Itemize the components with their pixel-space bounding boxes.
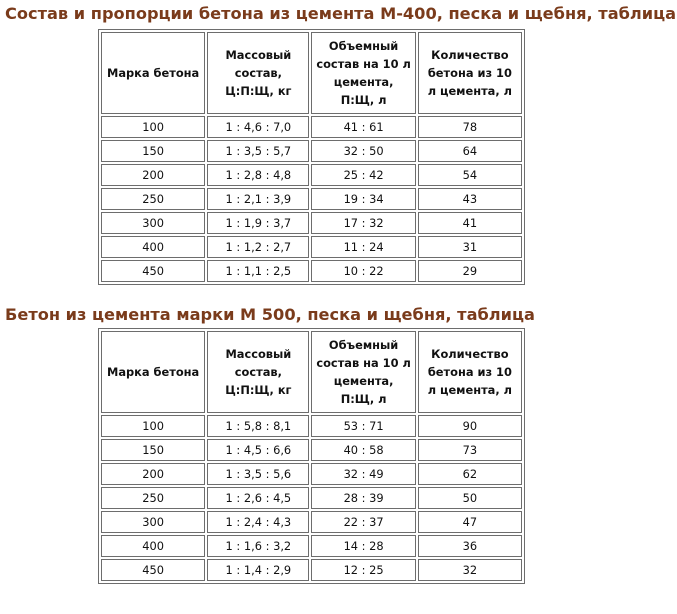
cell-yield: 43 [418, 188, 522, 210]
table-row [101, 164, 522, 186]
cell-grade: 300 [101, 212, 205, 234]
cell-grade: 200 [101, 164, 205, 186]
table-row [101, 260, 522, 282]
cell-volume-ratio: 19 : 34 [311, 188, 415, 210]
cell-volume-ratio: 32 : 50 [311, 140, 415, 162]
table-header-row [101, 32, 522, 114]
cell-volume-ratio: 22 : 37 [311, 511, 415, 533]
cell-grade: 150 [101, 439, 205, 461]
cell-grade: 250 [101, 487, 205, 509]
cell-mass-ratio: 1 : 3,5 : 5,6 [207, 463, 309, 485]
concrete-table-m400 [98, 29, 525, 285]
column-header-mass-ratio: Массовый состав, Ц:П:Щ, кг [207, 32, 309, 114]
column-header-mass-ratio: Массовый состав, Ц:П:Щ, кг [207, 331, 309, 413]
cell-yield: 50 [418, 487, 522, 509]
table-title-m400: Состав и пропорции бетона из цемента М-400, песка и щебня, таблица [5, 4, 677, 23]
cell-grade: 400 [101, 535, 205, 557]
table-header-row [101, 331, 522, 413]
cell-yield: 73 [418, 439, 522, 461]
table-title-m500: Бетон из цемента марки М 500, песка и щебня, таблица [5, 305, 535, 324]
cell-yield: 47 [418, 511, 522, 533]
cell-grade: 300 [101, 511, 205, 533]
cell-mass-ratio: 1 : 1,6 : 3,2 [207, 535, 309, 557]
table-row [101, 188, 522, 210]
cell-grade: 450 [101, 559, 205, 581]
cell-grade: 250 [101, 188, 205, 210]
cell-grade: 100 [101, 116, 205, 138]
column-header-grade: Марка бетона [101, 32, 205, 114]
cell-volume-ratio: 32 : 49 [311, 463, 415, 485]
cell-mass-ratio: 1 : 2,6 : 4,5 [207, 487, 309, 509]
table-row [101, 535, 522, 557]
table-row [101, 439, 522, 461]
cell-volume-ratio: 53 : 71 [311, 415, 415, 437]
cell-mass-ratio: 1 : 4,5 : 6,6 [207, 439, 309, 461]
cell-volume-ratio: 40 : 58 [311, 439, 415, 461]
cell-grade: 400 [101, 236, 205, 258]
cell-grade: 100 [101, 415, 205, 437]
column-header-volume-ratio: Объемный состав на 10 л цемента, П:Щ, л [311, 32, 415, 114]
cell-yield: 32 [418, 559, 522, 581]
cell-mass-ratio: 1 : 2,4 : 4,3 [207, 511, 309, 533]
table-row [101, 236, 522, 258]
column-header-concrete-yield: Количество бетона из 10 л цемента, л [418, 32, 522, 114]
table-row [101, 415, 522, 437]
cell-volume-ratio: 10 : 22 [311, 260, 415, 282]
column-header-grade: Марка бетона [101, 331, 205, 413]
cell-volume-ratio: 28 : 39 [311, 487, 415, 509]
cell-mass-ratio: 1 : 2,1 : 3,9 [207, 188, 309, 210]
cell-grade: 150 [101, 140, 205, 162]
table-row [101, 463, 522, 485]
table-row [101, 140, 522, 162]
cell-volume-ratio: 41 : 61 [311, 116, 415, 138]
table-row [101, 116, 522, 138]
table-row [101, 487, 522, 509]
cell-yield: 36 [418, 535, 522, 557]
cell-mass-ratio: 1 : 3,5 : 5,7 [207, 140, 309, 162]
cell-yield: 62 [418, 463, 522, 485]
cell-volume-ratio: 14 : 28 [311, 535, 415, 557]
cell-mass-ratio: 1 : 5,8 : 8,1 [207, 415, 309, 437]
cell-grade: 450 [101, 260, 205, 282]
table-row [101, 511, 522, 533]
concrete-table-m500 [98, 328, 525, 584]
cell-volume-ratio: 12 : 25 [311, 559, 415, 581]
cell-yield: 29 [418, 260, 522, 282]
cell-yield: 90 [418, 415, 522, 437]
cell-yield: 78 [418, 116, 522, 138]
cell-yield: 31 [418, 236, 522, 258]
column-header-concrete-yield: Количество бетона из 10 л цемента, л [418, 331, 522, 413]
cell-mass-ratio: 1 : 4,6 : 7,0 [207, 116, 309, 138]
column-header-volume-ratio: Объемный состав на 10 л цемента, П:Щ, л [311, 331, 415, 413]
cell-grade: 200 [101, 463, 205, 485]
cell-yield: 64 [418, 140, 522, 162]
cell-mass-ratio: 1 : 1,2 : 2,7 [207, 236, 309, 258]
cell-volume-ratio: 11 : 24 [311, 236, 415, 258]
cell-volume-ratio: 25 : 42 [311, 164, 415, 186]
cell-volume-ratio: 17 : 32 [311, 212, 415, 234]
table-row [101, 559, 522, 581]
table-row [101, 212, 522, 234]
cell-mass-ratio: 1 : 1,1 : 2,5 [207, 260, 309, 282]
cell-mass-ratio: 1 : 2,8 : 4,8 [207, 164, 309, 186]
cell-yield: 41 [418, 212, 522, 234]
cell-mass-ratio: 1 : 1,4 : 2,9 [207, 559, 309, 581]
cell-yield: 54 [418, 164, 522, 186]
cell-mass-ratio: 1 : 1,9 : 3,7 [207, 212, 309, 234]
